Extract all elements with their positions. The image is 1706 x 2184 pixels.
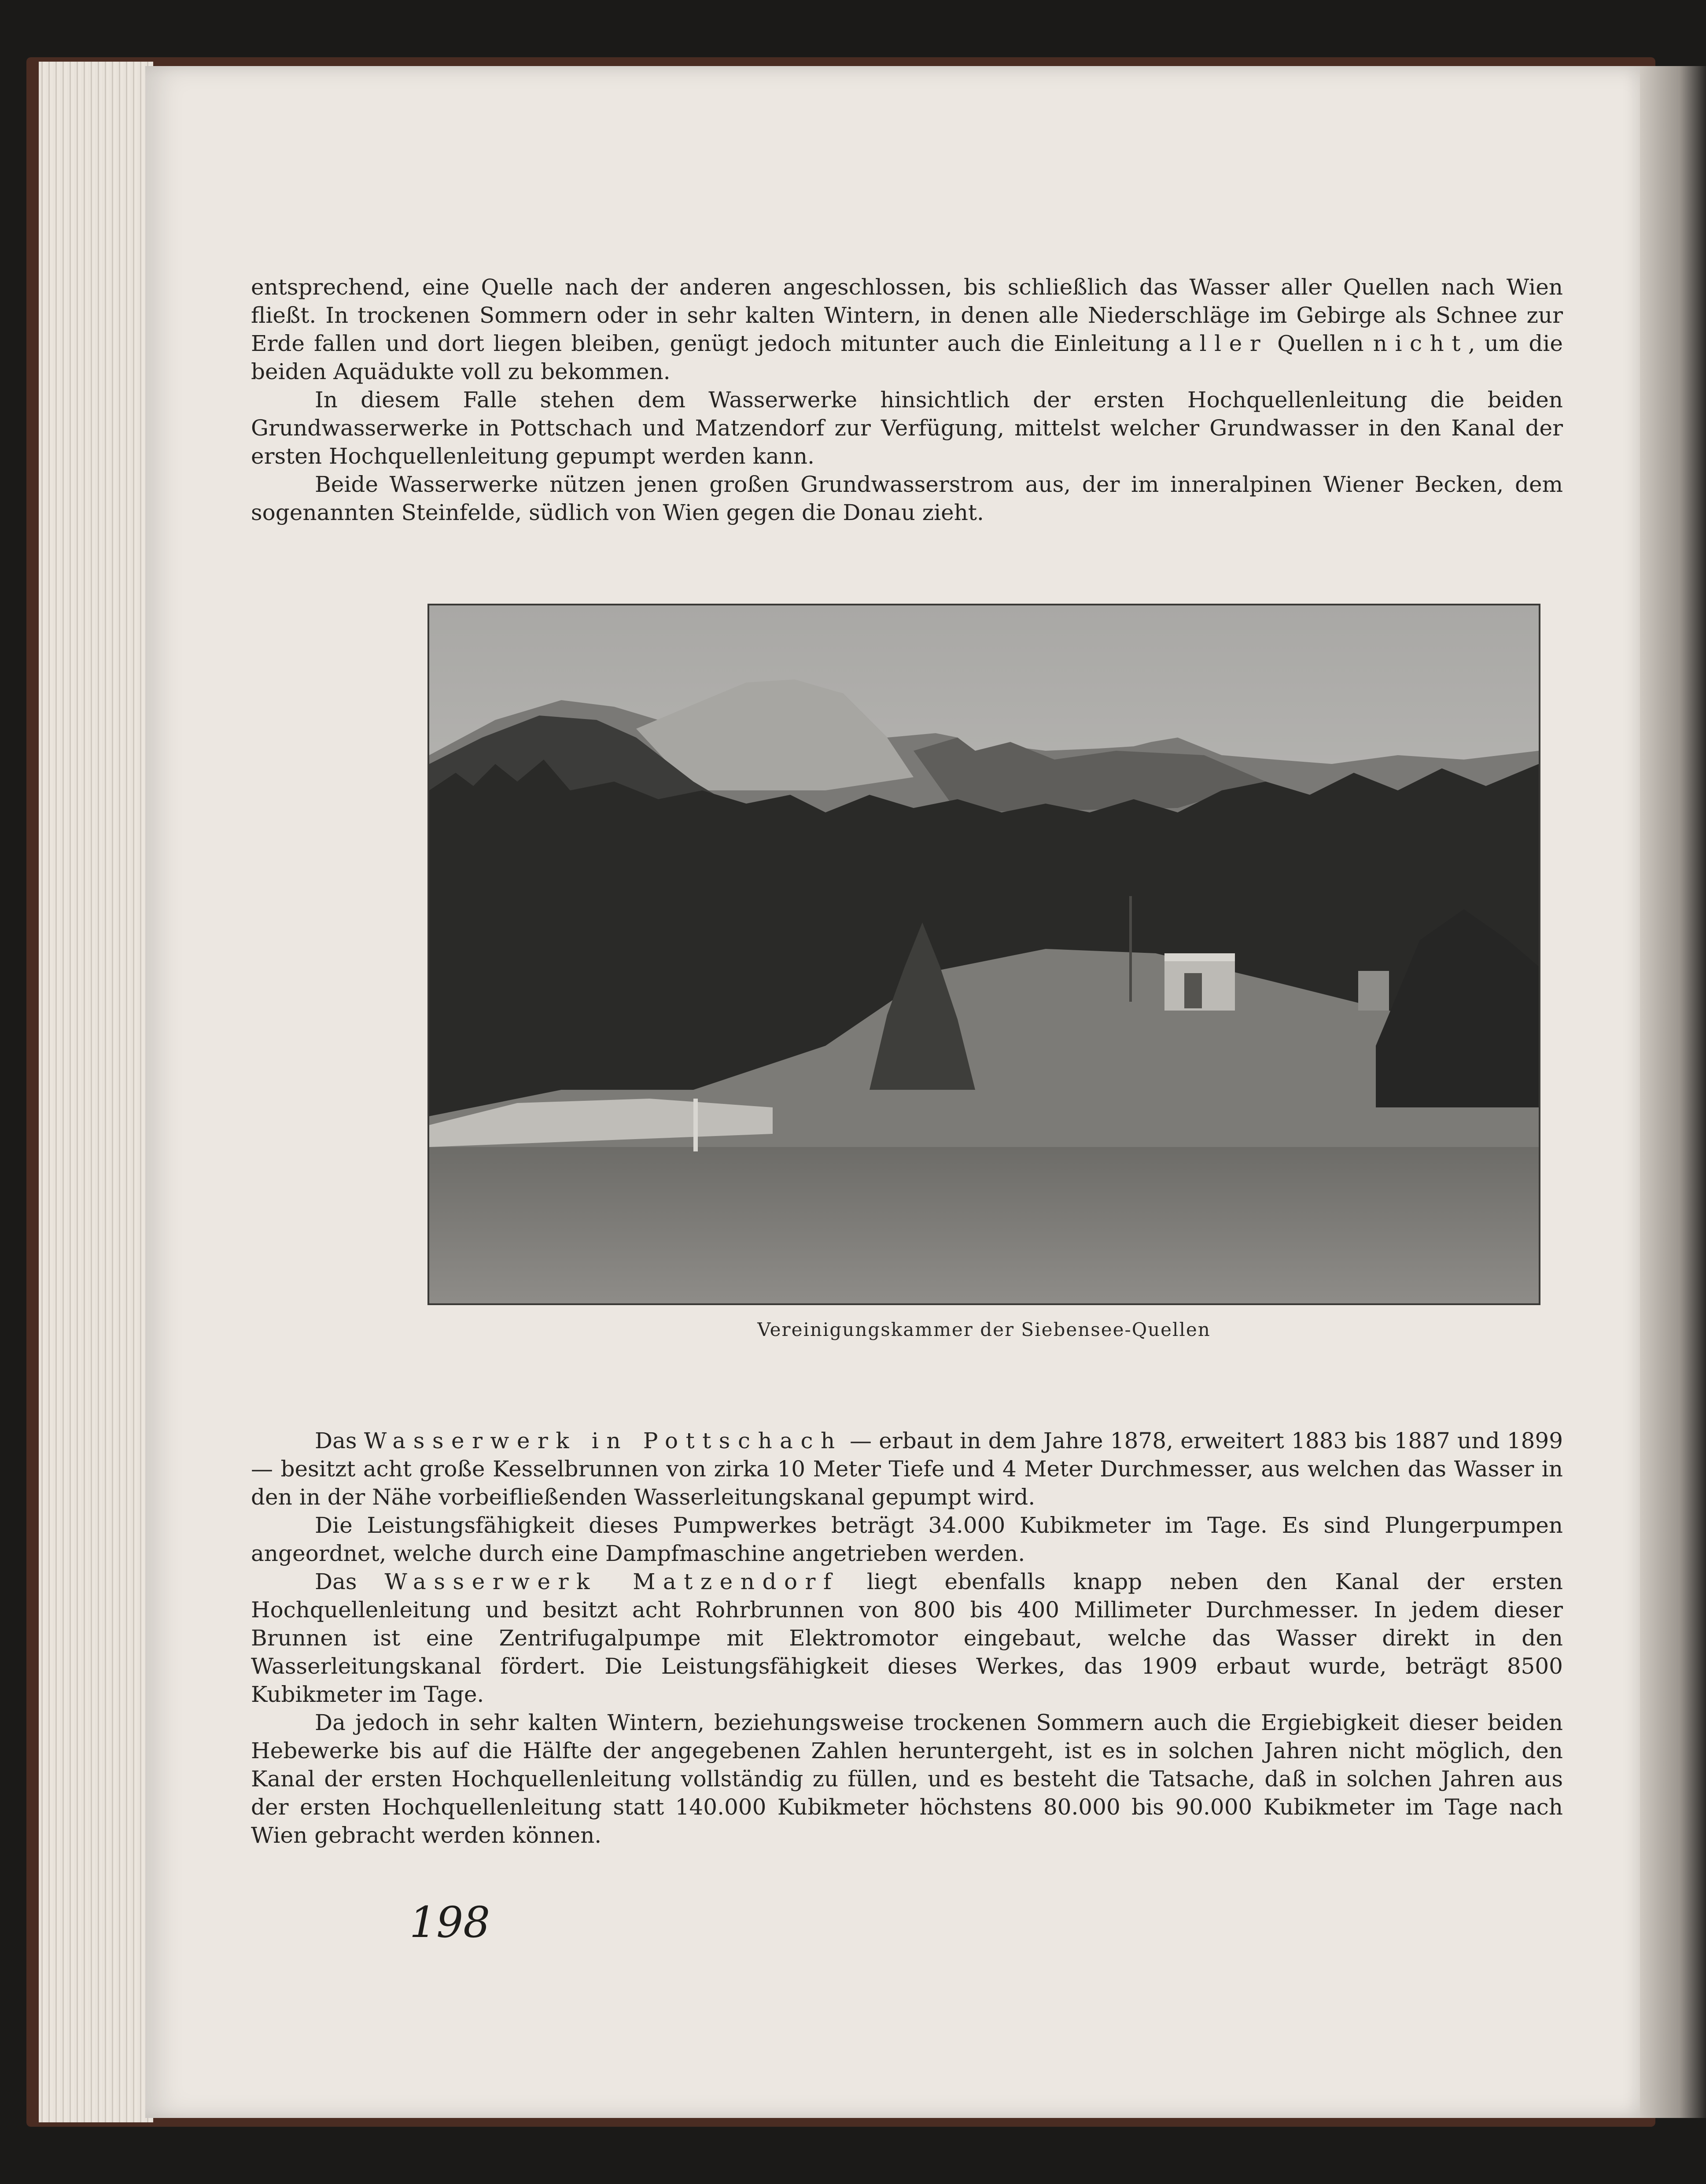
paragraph-pumpwerk: Die Leistungsfähigkeit dieses Pumpwerkes beträgt 34.000 Kubikmeter im Tage. Es sind Plungerpumpen angeordnet, welche durch eine Dampfmaschine angetrieben werden.: [251, 1513, 1563, 1566]
paragraph-pottschach: Das Wasserwerk in Pottschach — erbaut in dem Jahre 1878, erweitert 1883 bis 1887 und 1899 — besitzt acht große Kesselbrunnen von zirka 10 Meter Tiefe und 4 Meter Durchmesser, aus welchen das Wasser in den in der Nähe vorbeifließenden Wasserleitungskanal gepumpt wird.: [251, 1428, 1563, 1510]
paragraph-winter: Da jedoch in sehr kalten Wintern, beziehungsweise trockenen Sommern auch die Ergiebigkeit dieser beiden Hebewerke bis auf die Hälfte der angegebenen Zahlen heruntergeht, ist es in solchen Jahren nicht möglich, den Kanal der ersten Hochquellenleitung vollständig zu füllen, und es besteht die Tatsache, daß in solchen Jahren aus der ersten Hochquellenleitung statt 140.000 Kubikmeter höchstens 80.000 bis 90.000 Kubikmeter im Tage nach Wien gebracht werden können.: [251, 1710, 1563, 1848]
paragraph-3: Beide Wasserwerke nützen jenen großen Grundwasserstrom aus, der im inneralpinen Wiener Becken, dem sogenannten Steinfelde, südlich von Wien gegen die Donau zieht.: [251, 472, 1563, 525]
bottom-text-block: [251, 1427, 1563, 1849]
page-number: 198: [409, 1898, 490, 1947]
photo-caption: Vereinigungskammer der Siebensee-Quellen: [757, 1319, 1211, 1340]
landscape-photo: [429, 605, 1539, 1303]
next-page-edge: [1640, 66, 1706, 2118]
paragraph-1: entsprechend, eine Quelle nach der anderen angeschlossen, bis schließlich das Wasser aller Quellen nach Wien fließt. In trockenen Sommern oder in sehr kalten Wintern, in denen alle Niederschläge im Gebirge als Schnee zur Erde fallen und dort liegen bleiben, genügt jedoch mitunter auch die Einleitung aller Quellen nicht, um die beiden Aquädukte voll zu bekommen.: [251, 274, 1563, 384]
top-text-block: [251, 273, 1563, 527]
paragraph-2: In diesem Falle stehen dem Wasserwerke hinsichtlich der ersten Hochquellenleitung die beiden Grundwasserwerke in Pottschach und Matzendorf zur Verfügung, mittelst welcher Grundwasser in den Kanal der ersten Hochquellenleitung gepumpt werden kann.: [251, 387, 1563, 469]
landscape-photo-image: [429, 605, 1539, 1303]
paragraph-matzendorf: Das Wasserwerk Matzendorf liegt ebenfalls knapp neben den Kanal der ersten Hochquellenleitung und besitzt acht Rohrbrunnen von 800 bis 400 Millimeter Durchmesser. In jedem dieser Brunnen ist eine Zentrifugalpumpe mit Elektromotor eingebaut, welche das Wasser direkt in den Wasserleitungskanal fördert. Die Leistungsfähigkeit dieses Werkes, das 1909 erbaut wurde, beträgt 8500 Kubikmeter im Tage.: [251, 1569, 1563, 1707]
page-edges: [39, 62, 153, 2122]
